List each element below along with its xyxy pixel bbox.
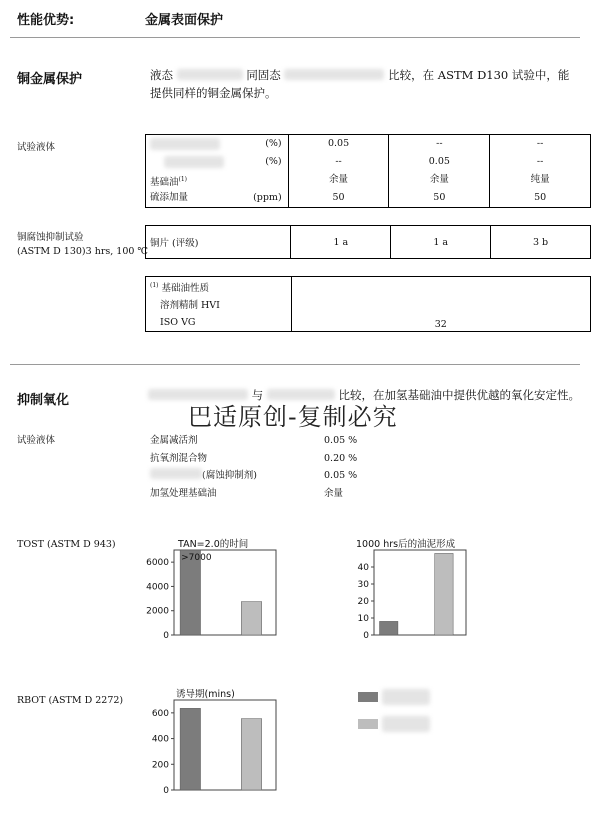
redacted-block: [150, 468, 202, 479]
y-tick-label: 0: [363, 631, 369, 641]
y-tick-label: 600: [151, 708, 169, 719]
row4-unit: (ppm): [253, 192, 282, 203]
oxidation-item: [150, 450, 380, 468]
test-fluid-label: 试验液体: [17, 142, 56, 153]
item-label: (腐蚀抑制剂): [202, 470, 257, 481]
composition-table: [145, 134, 591, 208]
bar: [380, 621, 398, 635]
corrosion-label-1: 铜腐蚀抑制试验: [17, 232, 84, 243]
note-title: 基础油性质: [161, 283, 210, 295]
col2-v3: 50: [433, 192, 446, 203]
copper-desc-line1: [150, 67, 590, 83]
oxidation-section-title: 抑制氧化: [17, 393, 70, 408]
oxidation-test-fluid-label: 试验液体: [17, 435, 56, 446]
page-title: 金属表面保护: [145, 13, 224, 28]
y-tick-label: 2000: [146, 606, 169, 617]
row1-unit: (%): [265, 138, 282, 149]
item-label: 抗氧剂混合物: [150, 452, 208, 464]
strip-value-1: 1 a: [291, 226, 391, 259]
strip-value-3: 3 b: [491, 226, 591, 259]
legend-swatch-2: [358, 719, 378, 729]
tan-time-chart: [140, 548, 280, 643]
y-tick-label: 4000: [146, 582, 169, 593]
item-label: 金属减活剂: [150, 435, 198, 446]
y-tick-label: 0: [163, 631, 169, 641]
col2-v1: 0.05: [428, 156, 450, 167]
base-oil-note-table: [145, 276, 591, 332]
y-tick-label: 400: [151, 734, 169, 745]
col2-v2: 余量: [429, 174, 449, 185]
copper-section-title: 铜金属保护: [17, 72, 83, 87]
oxidation-desc-a: 与: [251, 388, 264, 402]
chart-1-title: TAN=2.0的时间: [178, 539, 249, 550]
y-tick-label: 0: [163, 786, 169, 796]
note-item2: ISO VG: [160, 317, 196, 329]
induction-period-chart: [140, 698, 280, 798]
strip-value-2: 1 a: [391, 226, 491, 259]
copper-desc-b: 同固态: [246, 68, 281, 82]
redacted-block: [382, 716, 430, 732]
oxidation-item: [150, 467, 380, 485]
legend-swatch-1: [358, 692, 378, 702]
col3-v1: --: [536, 156, 544, 167]
bar: [180, 708, 200, 790]
y-tick-label: 10: [357, 614, 369, 624]
redacted-block: [150, 138, 220, 150]
oxidation-item: [150, 432, 380, 450]
y-tick-label: 30: [357, 580, 369, 590]
y-tick-label: 40: [357, 563, 369, 573]
strip-table: [145, 225, 591, 259]
bar-annotation: >7000: [181, 553, 212, 563]
tost-label: TOST (ASTM D 943): [17, 539, 116, 550]
header-label: 性能优势:: [17, 13, 75, 28]
row-label-cell: [146, 135, 289, 208]
item-value: 0.05 %: [324, 470, 358, 481]
redacted-block: [177, 69, 243, 80]
col3-v3: 50: [534, 192, 547, 203]
redacted-block: [164, 156, 224, 168]
section-divider: [10, 364, 580, 365]
y-tick-label: 200: [151, 760, 169, 771]
corrosion-label-2: (ASTM D 130)3 hrs, 100 ℃: [17, 246, 149, 257]
note-item1: 溶剂精制 HVI: [160, 300, 220, 312]
y-tick-label: 20: [357, 597, 369, 607]
row3-label: 基础油: [150, 177, 179, 189]
strip-label: 铜片 (评级): [146, 226, 291, 259]
oxidation-item: [150, 485, 380, 503]
col3-cell: [490, 135, 591, 208]
copper-desc-a: 液态: [150, 68, 173, 82]
row4-label: 硫添加量: [150, 192, 189, 203]
item-value: 0.20 %: [324, 452, 358, 464]
sludge-chart: [340, 548, 470, 643]
note-value: 32: [291, 277, 590, 332]
redacted-block: [284, 69, 384, 80]
col2-cell: [389, 135, 490, 208]
col1-v2: 余量: [329, 174, 349, 185]
col3-v0: --: [536, 138, 544, 149]
bar: [241, 719, 261, 790]
note-label-cell: [146, 277, 292, 332]
col2-v0: --: [436, 138, 443, 149]
header-divider: [10, 37, 580, 38]
chart-3-title: 诱导期(mins): [176, 689, 235, 700]
col1-v3: 50: [332, 192, 345, 203]
note-sup: (1): [150, 282, 159, 289]
bar: [435, 553, 453, 635]
redacted-block: [382, 689, 430, 705]
row2-unit: (%): [265, 156, 282, 167]
watermark: 巴适原创-复制必究: [188, 403, 398, 431]
item-value: 余量: [324, 487, 344, 499]
col1-v0: 0.05: [327, 138, 350, 149]
col3-v2: 纯量: [530, 174, 550, 185]
oxidation-items: [150, 432, 380, 502]
item-label: 加氢处理基础油: [150, 487, 217, 499]
col1-cell: [288, 135, 389, 208]
item-value: 0.05 %: [324, 435, 358, 446]
rbot-label: RBOT (ASTM D 2272): [17, 695, 124, 706]
copper-desc-line2: 提供同样的铜金属保护。: [150, 86, 277, 100]
chart-2-title: 1000 hrs后的油泥形成: [356, 539, 456, 550]
row3-sup: (1): [178, 176, 188, 183]
copper-desc-c: 比较，在 ASTM D130 试验中，能: [388, 68, 570, 82]
oxidation-desc-b: 比较，在加氢基础油中提供优越的氧化安定性。: [338, 388, 580, 402]
bar: [241, 602, 261, 635]
col1-v1: --: [335, 156, 342, 167]
y-tick-label: 6000: [146, 558, 169, 569]
